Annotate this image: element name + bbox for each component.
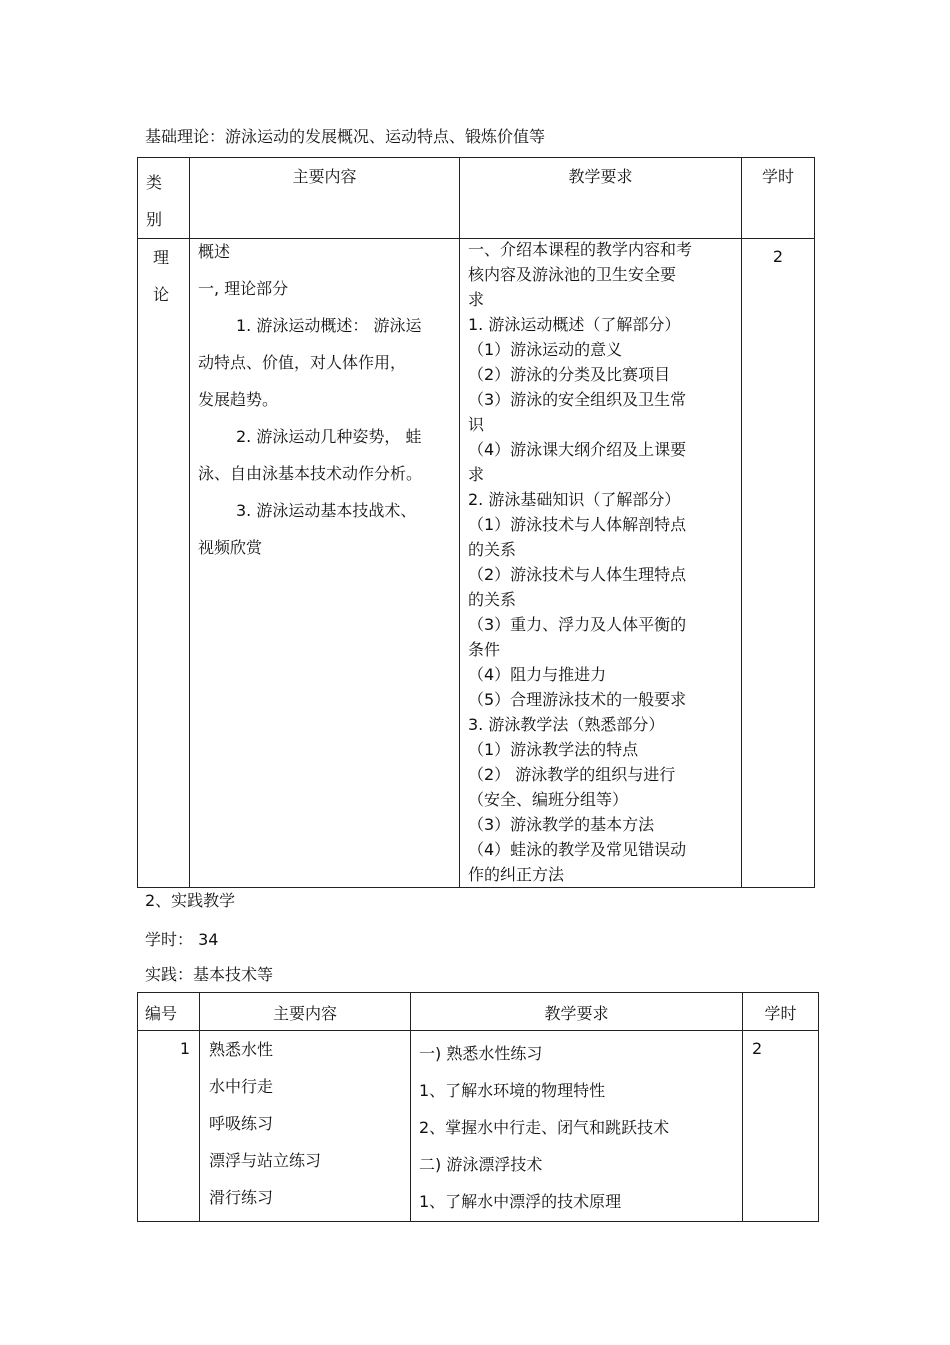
requirement-line: 条件 <box>468 640 501 659</box>
practice-table-header <box>138 993 819 1031</box>
requirement-line: 1、了解水中漂浮的技术原理 <box>419 1192 622 1211</box>
header-requirements: 教学要求 <box>460 158 742 239</box>
header-number: 编号 <box>138 993 200 1031</box>
header-category-line2: 别 <box>146 210 163 229</box>
row-content <box>190 239 460 888</box>
content-line: 泳、自由泳基本技术动作分析。 <box>198 464 423 483</box>
requirement-line: （3）重力、浮力及人体平衡的 <box>468 615 687 634</box>
requirement-line: 二) 游泳漂浮技术 <box>419 1155 543 1174</box>
requirement-line: （1）游泳教学法的特点 <box>468 740 639 759</box>
practice-table-row <box>138 1031 819 1222</box>
requirement-line: （2） 游泳教学的组织与进行 <box>468 765 676 784</box>
content-line: 发展趋势。 <box>198 390 279 409</box>
content-line: 1. 游泳运动概述： 游泳运 <box>236 316 422 335</box>
theory-table <box>137 157 815 888</box>
requirement-line: （1）游泳技术与人体解剖特点 <box>468 515 687 534</box>
requirement-line: 2. 游泳基础知识（了解部分） <box>468 490 681 509</box>
requirement-line: 作的纠正方法 <box>468 865 565 884</box>
row-number: 1 <box>138 1031 200 1222</box>
header-category-line1: 类 <box>146 173 163 192</box>
row-category-line2: 论 <box>153 285 170 304</box>
requirement-line: （3）游泳的安全组织及卫生常 <box>468 390 687 409</box>
header-content: 主要内容 <box>190 158 460 239</box>
requirement-line: （4）阻力与推进力 <box>468 665 607 684</box>
content-line: 漂浮与站立练习 <box>209 1151 322 1170</box>
content-line: 3. 游泳运动基本技战术、 <box>236 501 417 520</box>
content-line: 概述 <box>198 242 231 261</box>
header-hours: 学时 <box>743 993 819 1031</box>
requirement-line: 识 <box>468 415 485 434</box>
theory-table-row <box>138 239 815 888</box>
requirement-line: （安全、编班分组等） <box>468 790 629 809</box>
requirement-line: 3. 游泳教学法（熟悉部分） <box>468 715 665 734</box>
requirement-line: （2）游泳的分类及比赛项目 <box>468 365 671 384</box>
content-line: 视频欣赏 <box>198 538 263 557</box>
row-content <box>200 1031 411 1222</box>
row-requirements <box>460 239 742 888</box>
requirement-line: 求 <box>468 290 485 309</box>
row-hours: 2 <box>742 239 815 888</box>
header-category <box>138 158 190 239</box>
content-line: 熟悉水性 <box>209 1040 274 1059</box>
content-line: 2. 游泳运动几种姿势， 蛙 <box>236 427 422 446</box>
requirement-line: 1. 游泳运动概述（了解部分） <box>468 315 681 334</box>
theory-table-header <box>138 158 815 239</box>
content-line: 呼吸练习 <box>209 1114 274 1133</box>
requirement-line: （4）游泳课大纲介绍及上课要 <box>468 440 687 459</box>
requirement-line: （2）游泳技术与人体生理特点 <box>468 565 687 584</box>
intro-line: 基础理论：游泳运动的发展概况、运动特点、锻炼价值等 <box>145 127 546 146</box>
header-hours: 学时 <box>742 158 815 239</box>
row-category <box>138 239 190 888</box>
row-hours: 2 <box>743 1031 819 1222</box>
row-requirements <box>411 1031 743 1222</box>
row-category-line1: 理 <box>153 248 170 267</box>
requirement-line: （4）蛙泳的教学及常见错误动 <box>468 840 687 859</box>
section2-practice: 实践：基本技术等 <box>145 965 274 984</box>
requirement-line: 核内容及游泳池的卫生安全要 <box>468 265 677 284</box>
content-line: 一, 理论部分 <box>198 279 289 298</box>
section2-title: 2、实践教学 <box>145 891 236 910</box>
section2-hours: 学时： 34 <box>145 930 219 949</box>
practice-table <box>137 992 819 1222</box>
requirement-line: （1）游泳运动的意义 <box>468 340 623 359</box>
content-line: 滑行练习 <box>209 1188 274 1207</box>
requirement-line: 的关系 <box>468 590 517 609</box>
requirement-line: 求 <box>468 465 485 484</box>
header-content: 主要内容 <box>200 993 411 1031</box>
requirement-line: （5）合理游泳技术的一般要求 <box>468 690 687 709</box>
header-requirements: 教学要求 <box>411 993 743 1031</box>
requirement-line: （3）游泳教学的基本方法 <box>468 815 655 834</box>
requirement-line: 一、介绍本课程的教学内容和考 <box>468 240 693 259</box>
requirement-line: 2、掌握水中行走、闭气和跳跃技术 <box>419 1118 670 1137</box>
requirement-line: 一) 熟悉水性练习 <box>419 1044 543 1063</box>
requirement-line: 的关系 <box>468 540 517 559</box>
content-line: 水中行走 <box>209 1077 274 1096</box>
requirement-line: 1、了解水环境的物理特性 <box>419 1081 606 1100</box>
content-line: 动特点、价值，对人体作用， <box>198 353 407 372</box>
